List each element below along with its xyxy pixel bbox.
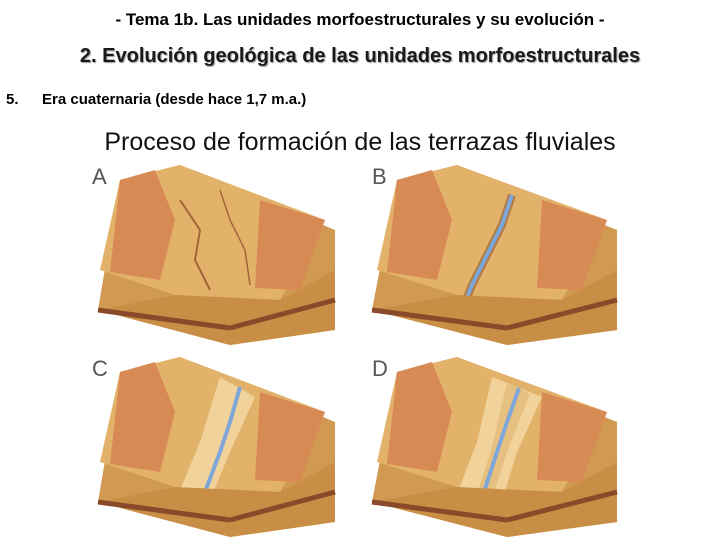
terrace-diagram [80,160,650,540]
panel-c [80,352,350,540]
figure-title: Proceso de formación de las terrazas fluviales [104,128,616,156]
list-item [6,91,306,108]
panel-label: C [92,356,108,381]
panel-a [80,160,350,348]
panel-label: B [372,164,387,189]
block-diagram-d [362,352,632,540]
block-diagram-a [80,160,350,348]
list-item-number: 5. [6,91,19,108]
slide-header: - Tema 1b. Las unidades morfoestructurales y su evolución - [115,10,605,29]
list-item-text: Era cuaternaria (desde hace 1,7 m.a.) [42,91,307,108]
section-title: 2. Evolución geológica de las unidades morfoestructurales [79,45,641,67]
panel-label: A [92,164,107,189]
panel-label: D [372,356,388,381]
panel-b [362,160,632,348]
block-diagram-b [362,160,632,348]
panel-d [362,352,632,540]
block-diagram-c [80,352,350,540]
